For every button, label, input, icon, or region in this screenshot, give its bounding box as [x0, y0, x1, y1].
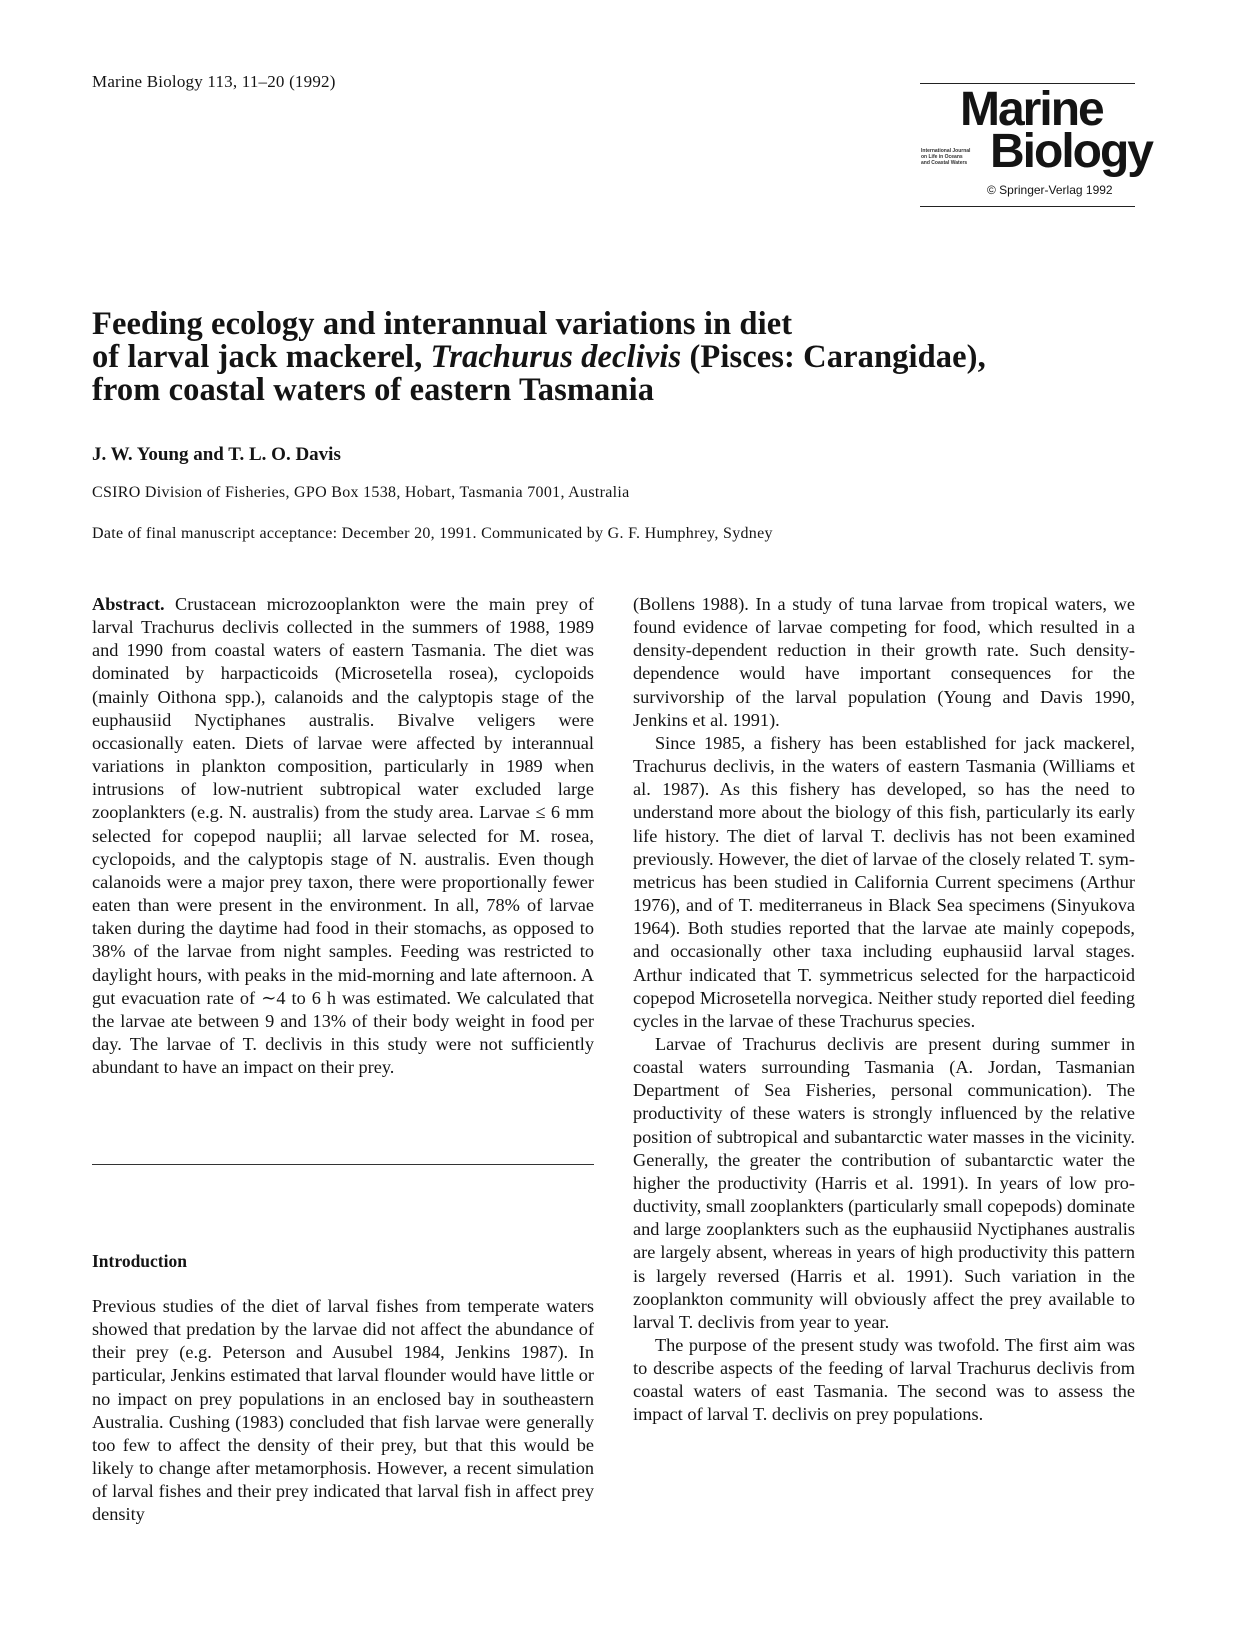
- title-line-2-end: (Pisces: Carangidae),: [681, 339, 986, 375]
- introduction-column-left: [92, 1295, 594, 1527]
- title-line-1: Feeding ecology and interannual variations in diet: [92, 306, 793, 342]
- acceptance-note: Date of final manuscript acceptance: December 20, 1991. Communicated by G. F. Humphrey, Sydney: [92, 525, 773, 542]
- journal-citation: Marine Biology 113, 11–20 (1992): [92, 72, 336, 91]
- abstract-text: Crustacean microzooplankton were the main prey of larval Trachurus declivis collected in the summers of 1988, 1989 and 1990 from coastal waters of eastern Tasmania. The diet was dominated by harpacticoids (Microsetella rosea), cyclopoids (mainly Oithona spp.), calanoids and the calyptopis stage of the euphausiid Nyctiphanes australis. Bivalve veligers were occasionally eaten. Diets of larvae were affected by interannual variations in plankton composition, particularly in 1989 when intrusions of low-nutrient subtropical water excluded large zooplankters (e.g. N. australis) from the study area. Larvae ≤ 6 mm selected for copepod nauplii; all larvae selected for M. rosea, cyclopoids, and the calyptopis stage of N. australis. Even though calanoids were a major prey taxon, there were proportionally fewer eaten than were present in the environment. In all, 78% of larvae taken during the daytime had food in their stomachs, as opposed to 38% of the larvae from night samples. Feeding was restricted to daylight hours, with peaks in the mid-morning and late afternoon. A gut evacuation rate of ∼4 to 6 h was estimated. We calculated that the larvae ate between 9 and 13% of their body weight in food per day. The larvae of T. declivis in this study were not sufficiently abundant to have an impact on their prey.: [92, 594, 594, 1078]
- introduction-column-right: [633, 593, 1135, 1427]
- logo-tagline-line: and Coastal Waters: [921, 160, 968, 166]
- logo-tagline-line: on Life in Oceans: [921, 154, 963, 160]
- title-line-2-start: of larval jack mackerel,: [92, 339, 431, 375]
- author-list: J. W. Young and T. L. O. Davis: [92, 444, 341, 465]
- journal-logo-word-marine: Marine: [960, 83, 1103, 136]
- publisher-copyright: © Springer-Verlag 1992: [987, 183, 1113, 197]
- title-species-name: Trachurus declivis: [430, 339, 682, 375]
- logo-bottom-rule: [920, 206, 1135, 207]
- article-title: [92, 308, 1142, 407]
- abstract-label: Abstract.: [92, 594, 165, 614]
- abstract-divider: [92, 1164, 594, 1165]
- logo-tagline-line: International Journal: [921, 148, 971, 154]
- section-heading-introduction: Introduction: [92, 1251, 187, 1271]
- journal-logo-tagline: [921, 148, 987, 166]
- author-affiliation: CSIRO Division of Fisheries, GPO Box 1538, Hobart, Tasmania 7001, Australia: [92, 484, 630, 501]
- introduction-paragraph-continued: (Bollens 1988). In a study of tuna larvae from tropical waters, we found evidence of larvae competing for food, which resulted in a density-dependent reduction in their growth rate. Such density-dependence would have important consequences for the survivorship of the larval population (Young and Davis 1990, Jenkins et al. 1991).: [633, 594, 1135, 730]
- introduction-paragraph: Previous studies of the diet of larval fishes from temperate waters showed that predation by the larvae did not affect the abundance of their prey (e.g. Peterson and Ausubel 1984, Jenkins 1987). In particular, Jenkins estimated that larval flounder would have little or no impact on prey populations in an enclosed bay in southeastern Australia. Cushing (1983) concluded that fish larvae were generally too few to affect the density of their prey, but that this would be likely to change after metamorphosis. However, a recent simulation of larval fishes and their prey indicated that larval fish in affect prey density: [92, 1296, 594, 1525]
- introduction-paragraph: The purpose of the present study was twofold. The first aim was to describe aspects of the feeding of larval Trachurus declivis from coastal waters of east Tasmania. The second was to assess the impact of larval T. declivis on prey populations.: [633, 1335, 1135, 1425]
- introduction-paragraph: Larvae of Trachurus declivis are present during summer in coastal waters surrounding Tasmania (A. Jordan, Tasmanian Department of Sea Fisheries, personal communication). The productivity of these waters is strongly influenced by the relative position of subtropical and subantarctic water masses in the vicinity. Generally, the greater the contribution of subantarctic water the higher the productivity (Harris et al. 1991). In years of low productivity, small zooplankters (particularly small copepods) dominate and large zooplankters such as the euphausiid Nyctiphanes australis are largely absent, whereas in years of high productivity this pattern is largely reversed (Harris et al. 1991). Such variation in the zooplankton community will obviously affect the prey available to larval T. declivis from year to year.: [633, 1033, 1135, 1332]
- journal-logo-word-biology: Biology: [990, 125, 1152, 178]
- abstract: [92, 593, 594, 1079]
- title-line-3: from coastal waters of eastern Tasmania: [92, 372, 655, 408]
- introduction-paragraph: Since 1985, a fishery has been established for jack mackerel, Trachurus declivis, in the waters of eastern Tasmania (Williams et al. 1987). As this fishery has developed, so has the need to understand more about the biology of this fish, particularly its early life history. The diet of larval T. declivis has not been examined previously. However, the diet of larvae of the closely related T. symmetricus has been studied in California Current specimens (Arthur 1976), and of T. mediterraneus in Black Sea specimens (Sinyukova 1964). Both studies reported that the larvae ate mainly copepods, and occasionally other taxa including euphausiid larval stages. Arthur indicated that T. symmetricus selected for the harpacticoid copepod Microsetella norvegica. Neither study reported diel feeding cycles in the larvae of these Trachurus species.: [633, 732, 1135, 1031]
